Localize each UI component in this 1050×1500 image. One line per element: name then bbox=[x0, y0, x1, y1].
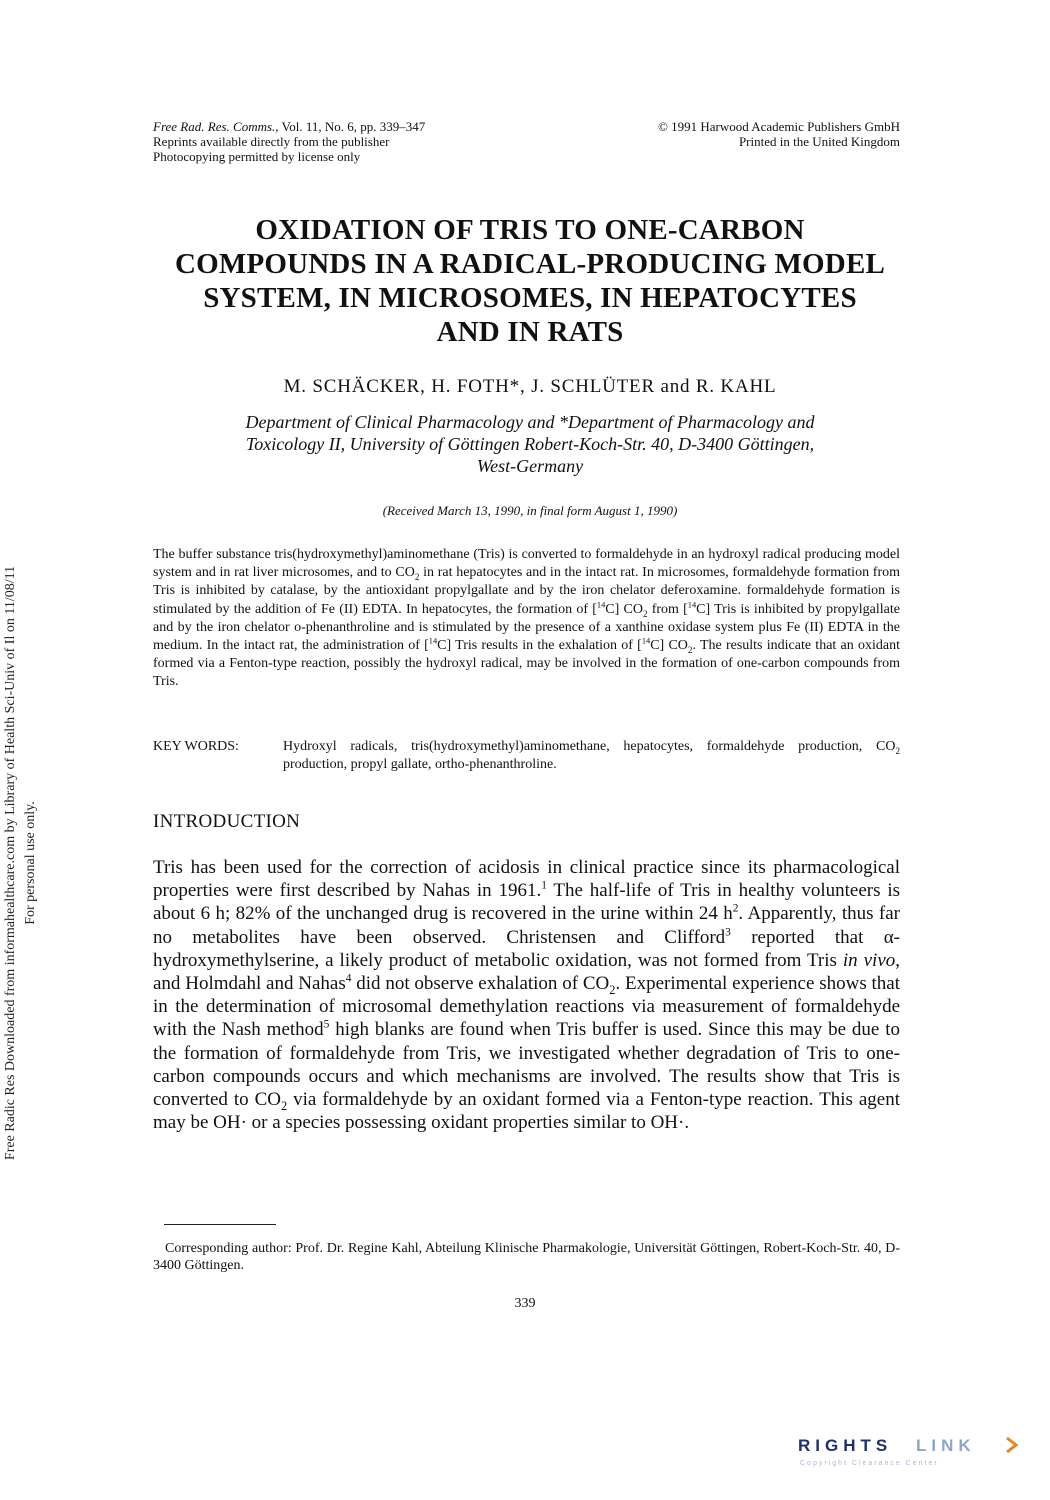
abstract-text: C] Tris is inhibited by propylgallate and by the iron chelator o-phenanthroline and is stimulated by the presence of a xanthine oxidase system plus Fe (II) EDTA in the medium. In the intact rat, the administration of [ bbox=[153, 601, 900, 654]
abstract-text: . The results indicate that an oxidant formed via a Fenton-type reaction, possibly the hydroxyl radical, may be involved in the formation of one-carbon compounds from Tris. bbox=[153, 638, 900, 690]
footnote: Corresponding author: Prof. Dr. Regine Kahl, Abteilung Klinische Pharmakologie, Universität Göttingen, Robert-Koch-Str. 40, D-3400 Göttingen. bbox=[153, 1241, 900, 1273]
affiliation-line: Toxicology II, University of Göttingen Robert-Koch-Str. 40, D-3400 Göttingen, bbox=[245, 434, 815, 454]
abstract-text: in rat hepatocytes and in the intact rat. In microsomes, formaldehyde formation from Tris is inhibited by catalase, by the antioxidant propylgallate and by the iron chelator deferoxamine. formaldehyde formation is stimulated by the addition of Fe (II) EDTA. In hepatocytes, the formation of [ bbox=[153, 565, 901, 617]
journal-header bbox=[153, 119, 425, 164]
article-title bbox=[140, 213, 920, 349]
italic-term: in vivo bbox=[842, 949, 896, 971]
keywords-part: production, propyl gallate, ortho-phenanthroline. bbox=[283, 757, 557, 772]
section-heading: INTRODUCTION bbox=[153, 811, 301, 832]
printed-in-line: Printed in the United Kingdom bbox=[738, 134, 900, 149]
abstract-text: from [ bbox=[647, 601, 688, 617]
logo-tagline: Copyright Clearance Center bbox=[800, 1460, 939, 1467]
side-notice-line: Free Radic Res Downloaded from informahealthcare.com by Library of Health Sci-Univ of Il on 11/08/11 bbox=[3, 565, 18, 1161]
body-text: high blanks are found when Tris buffer is used. Since this may be due to the formation of formaldehyde from Tris, we investigated whether degradation of Tris to one-carbon compounds occurs and which mechanisms are involved. The results show that Tris is converted to CO bbox=[153, 1019, 901, 1111]
title-line: AND IN RATS bbox=[436, 316, 624, 348]
subscript: 2 bbox=[895, 745, 900, 756]
reprints-note: Reprints available directly from the publisher bbox=[153, 134, 390, 149]
title-line: COMPOUNDS IN A RADICAL-PRODUCING MODEL bbox=[174, 248, 886, 280]
citation-ref: 1 bbox=[541, 879, 547, 892]
body-text: The half-life of Tris in healthy volunteers is about 6 h; 82% of the unchanged drug is recovered in the urine within 24 h bbox=[153, 880, 900, 925]
journal-volume: , Vol. 11, No. 6, pp. 339–347 bbox=[275, 119, 426, 134]
logo-brand-bold: RIGHTS bbox=[798, 1436, 893, 1455]
subscript: 2 bbox=[609, 982, 616, 997]
side-notice-line: For personal use only. bbox=[23, 801, 38, 925]
footnote-rule bbox=[164, 1224, 276, 1225]
journal-name: Free Rad. Res. Comms. bbox=[153, 119, 276, 134]
superscript: 14 bbox=[428, 636, 438, 646]
body-text: reported that α-hydroxymethylserine, a likely product of metabolic oxidation, was not formed from Tris bbox=[153, 926, 900, 971]
abstract-text: The buffer substance tris(hydroxymethyl)aminomethane (Tris) is converted to formaldehyde in an hydroxyl radical producing model system and in rat liver microsomes, and to CO bbox=[153, 547, 900, 581]
photocopy-note: Photocopying permitted by license only bbox=[153, 149, 361, 164]
subscript: 2 bbox=[687, 644, 693, 655]
side-download-notice bbox=[0, 358, 46, 1368]
abstract-text: C] CO bbox=[650, 638, 688, 654]
intro-paragraph bbox=[153, 856, 900, 1134]
copyright-line: © 1991 Harwood Academic Publishers GmbH bbox=[657, 119, 900, 134]
rightslink-logo bbox=[798, 1432, 1023, 1472]
subscript: 2 bbox=[280, 1098, 288, 1113]
body-text: , and Holmdahl and Nahas bbox=[153, 949, 901, 995]
citation-ref: 5 bbox=[323, 1019, 330, 1032]
page-number: 339 bbox=[514, 1296, 536, 1311]
logo-brand-light: LINK bbox=[916, 1436, 976, 1455]
keywords-text bbox=[283, 738, 900, 774]
publisher-header bbox=[658, 119, 900, 149]
affiliation-line: Department of Clinical Pharmacology and *Department of Pharmacology and bbox=[245, 412, 815, 432]
superscript: 14 bbox=[641, 636, 651, 646]
citation-ref: 2 bbox=[732, 903, 739, 916]
citation-ref: 4 bbox=[345, 972, 352, 985]
received-dates: (Received March 13, 1990, in final form August 1, 1990) bbox=[382, 503, 678, 518]
title-line: OXIDATION OF TRIS TO ONE-CARBON bbox=[255, 214, 805, 246]
subscript: 2 bbox=[414, 572, 420, 582]
citation-ref: 3 bbox=[725, 926, 731, 939]
body-text: . Experimental experience shows that in the determination of microsomal demethylation reactions via measurement of formaldehyde with the Nash method bbox=[153, 973, 901, 1041]
title-line: SYSTEM, IN MICROSOMES, IN HEPATOCYTES bbox=[203, 282, 857, 314]
abstract bbox=[153, 546, 900, 692]
subscript: 2 bbox=[642, 608, 648, 619]
affiliation-line: West-Germany bbox=[476, 456, 584, 476]
superscript: 14 bbox=[687, 599, 697, 609]
body-text: Tris has been used for the correction of acidosis in clinical practice since its pharmacological properties were first described by Nahas in 1961. bbox=[153, 857, 900, 902]
superscript: 14 bbox=[596, 599, 606, 609]
body-text: did not observe exhalation of CO bbox=[351, 973, 610, 995]
abstract-text: C] CO bbox=[605, 601, 643, 617]
keywords-label: KEY WORDS: bbox=[153, 739, 239, 754]
abstract-text: C] Tris results in the exhalation of [ bbox=[437, 638, 642, 654]
body-text: . Apparently, thus far no metabolites have been observed. Christensen and Clifford bbox=[153, 903, 900, 948]
author-list: M. SCHÄCKER, H. FOTH*, J. SCHLÜTER and R. KAHL bbox=[283, 376, 777, 397]
affiliation bbox=[140, 411, 920, 477]
body-text: via formaldehyde by an oxidant formed via a Fenton-type reaction. This agent may be OH· or a species possessing oxidant properties similar to OH·. bbox=[153, 1089, 901, 1134]
logo-chevron-icon bbox=[1007, 1438, 1016, 1452]
keywords-part: Hydroxyl radicals, tris(hydroxymethyl)aminomethane, hepatocytes, formaldehyde production, CO bbox=[283, 739, 896, 754]
